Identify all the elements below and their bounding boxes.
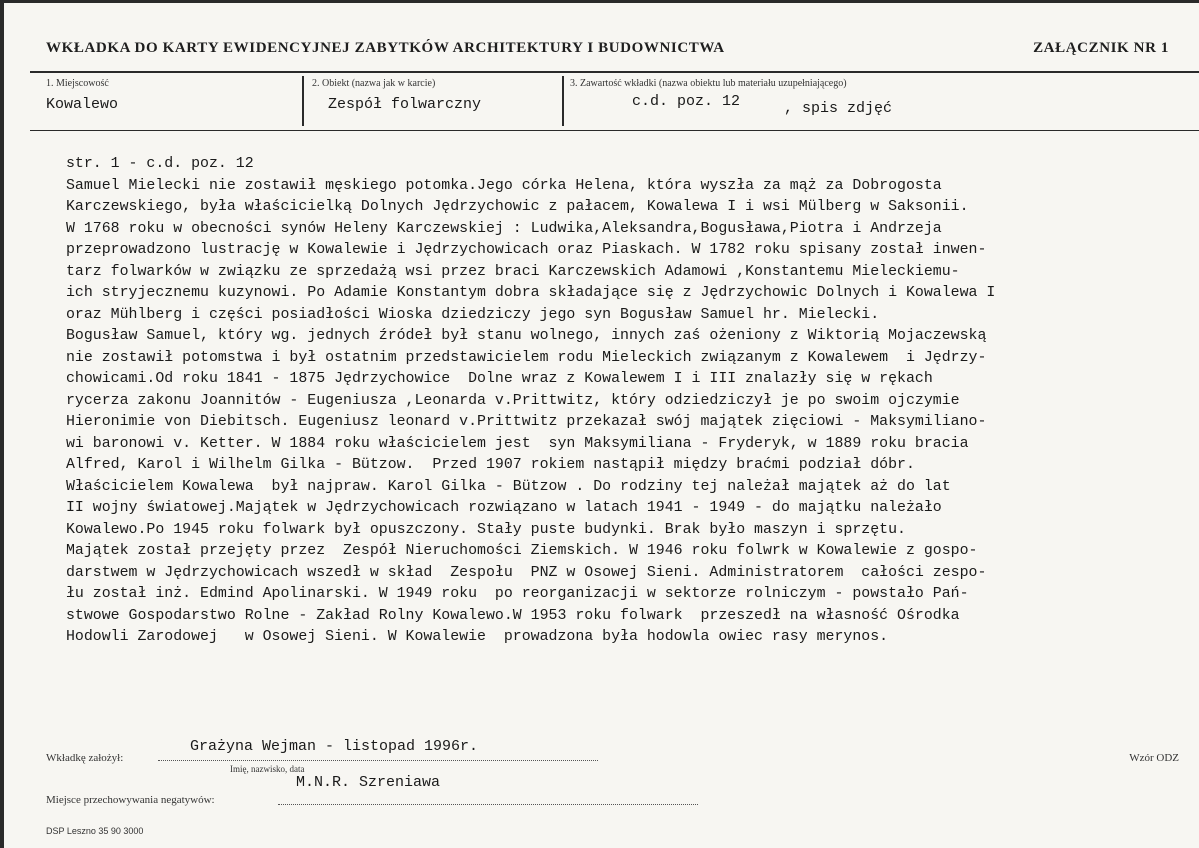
negatives-storage-label: Miejsce przechowywania negatywów: (46, 794, 215, 806)
body-line: tarz folwarków w związku ze sprzedażą wsi przez braci Karczewskich Adamowi ,Konstantemu Mieleckiemu- (66, 263, 960, 280)
body-line: II wojny światowej.Majątek w Jędrzychowicach rozwiązano w latach 1941 - 1949 - do majątku należało (66, 500, 942, 516)
body-line: stwowe Gospodarstwo Rolne - Zakład Rolny Kowalewo.W 1953 roku folwark przeszedł na własność Ośrodka (66, 607, 960, 624)
contents-value-2: , spis zdjęć (784, 100, 893, 117)
body-line: W 1768 roku w obecności synów Heleny Karczewskiej : Ludwika,Aleksandra,Bogusława,Piotra i Andrzeja (66, 220, 942, 237)
contents-label: 3. Zawartość wkładki (nazwa obiektu lub materiału uzupełniającego) (570, 78, 847, 89)
body-line: Kowalewo.Po 1945 roku folwark był opuszczony. Stały puste budynki. Brak było maszyn i sprzętu. (66, 521, 906, 538)
body-line: Hieronimie von Diebitsch. Eugeniusz leonard v.Prittwitz przekazał swój majątek zięciowi - Maksymiliano- (66, 414, 987, 430)
body-line: oraz Mühlberg i części posiadłości Wioska dziedziczy jego syn Bogusław Samuel hr. Mielecki. (66, 306, 880, 323)
prepared-by-line (158, 760, 598, 761)
fields-divider (30, 130, 1199, 131)
object-label: 2. Obiekt (nazwa jak w karcie) (312, 78, 436, 89)
form-model: Wzór ODZ (1129, 752, 1179, 764)
location-label: 1. Miejscowość (46, 78, 109, 89)
body-line: nie zostawił potomstwa i był ostatnim przedstawicielem rodu Mieleckich związanym z Kowalewem i Jędrzy- (66, 349, 987, 366)
form-title: WKŁADKA DO KARTY EWIDENCYJNEJ ZABYTKÓW ARCHITEKTURY I BUDOWNICTWA (46, 40, 725, 56)
location-value: Kowalewo (46, 96, 119, 113)
prepared-by-caption: Imię, nazwisko, data (230, 764, 305, 774)
body-line: rycerza zakonu Joannitów - Eugeniusza ,Leonarda v.Prittwitz, który odziedziczył je po swoim ojczymie (66, 392, 960, 409)
field-divider-2 (562, 76, 564, 126)
body-line: Majątek został przejęty przez Zespół Nieruchomości Ziemskich. W 1946 roku folwrk w Kowalewie z gospo- (66, 543, 978, 559)
object-value: Zespół folwarczny (328, 96, 482, 113)
body-line: łu został inż. Edmind Apolinarski. W 1949 roku po reorganizacji w sektorze rolniczym - powstało Pań- (66, 586, 969, 602)
document-body (66, 154, 1176, 649)
body-line: Hodowli Zarodowej w Osowej Sieni. W Kowalewie prowadzona była hodowla owiec rasy merynos. (66, 629, 889, 645)
body-line: Karczewskiego, była właścicielką Dolnych Jędrzychowic z pałacem, Kowalewa I i wsi Mülberg w Saksonii. (66, 199, 969, 215)
body-line: Właścicielem Kowalewa był najpraw. Karol Gilka - Bützow . Do rodziny tej należał majątek aż do lat (66, 478, 951, 495)
body-line: Alfred, Karol i Wilhelm Gilka - Bützow. Przed 1907 rokiem nastąpił między braćmi podział dóbr. (66, 457, 915, 473)
body-line: str. 1 - c.d. poz. 12 (66, 156, 254, 172)
header-divider (30, 71, 1199, 73)
institution-name: M.N.R. Szreniawa (296, 774, 441, 791)
body-line: Samuel Mielecki nie zostawił męskiego potomka.Jego córka Helena, która wyszła za mąż za Dobrogosta (66, 177, 942, 194)
prepared-by-value: Grażyna Wejman - listopad 1996r. (190, 738, 479, 755)
body-line: wi baronowi v. Ketter. W 1884 roku właścicielem jest syn Maksymiliana - Fryderyk, w 1889 roku bracia (66, 435, 969, 452)
field-divider-1 (302, 76, 304, 126)
contents-value: c.d. poz. 12 (632, 93, 741, 110)
negatives-storage-line (278, 804, 698, 805)
prepared-by-label: Wkładkę założył: (46, 752, 124, 764)
print-code: DSP Leszno 35 90 3000 (46, 826, 144, 836)
body-line: chowicami.Od roku 1841 - 1875 Jędrzychowice Dolne wraz z Kowalewem I i III znalazły się w rękach (66, 371, 933, 387)
body-line: przeprowadzono lustrację w Kowalewie i Jędrzychowicach oraz Piaskach. W 1782 roku spisany został inwen- (66, 242, 987, 258)
body-line: darstwem w Jędrzychowicach wszedł w skład Zespołu PNZ w Osowej Sieni. Administratorem całości zespo- (66, 564, 987, 581)
body-line: Bogusław Samuel, który wg. jednych źródeł był stanu wolnego, innych zaś ożeniony z Wiktorią Mojaczewską (66, 328, 987, 344)
attachment-number: ZAŁĄCZNIK NR 1 (1033, 40, 1169, 56)
body-line: ich stryjecznemu kuzynowi. Po Adamie Konstantym dobra składające się z Jędrzychowic Dolnych i Kowalewa I (66, 285, 996, 301)
